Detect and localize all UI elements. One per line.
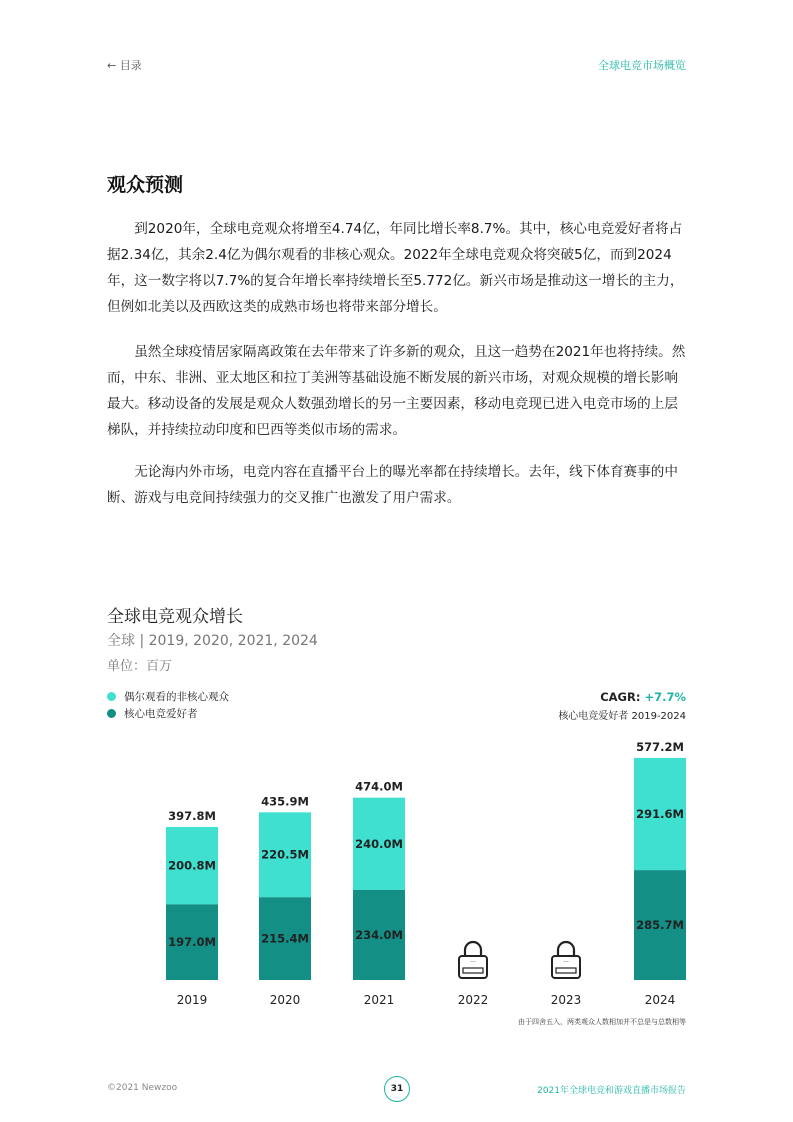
- svg-text:···: ···: [563, 959, 569, 966]
- paragraph-1: 到2020年，全球电竞观众将增至4.74亿，年同比增长率8.7%。其中，核心电竞爱好者将占据2.34亿，其余2.4亿为偶尔观看的非核心观众。2022年全球电竞观众将突破5亿，而到2024年，这一数字将以7.7%的复合年增长率持续增长至5.772亿。新兴市场是推动这一增长的主力，但例如北美以及西欧这类的成熟市场也将带来部分增长。: [107, 221, 684, 315]
- cagr-note: 核心电竞爱好者 2019-2024: [558, 711, 686, 722]
- legend-label-enthusiast: 核心电竞爱好者: [124, 708, 198, 720]
- lock-icon: [552, 942, 580, 978]
- back-arrow-icon: ←: [107, 59, 117, 72]
- total-label-2020: 435.9M: [261, 794, 309, 809]
- back-label: 目录: [119, 59, 142, 72]
- x-tick-label-2022: 2022: [457, 993, 489, 1007]
- value-label-casual-2020: 220.5M: [261, 847, 309, 862]
- x-tick-label-2024: 2024: [644, 993, 676, 1007]
- value-label-core-2024: 285.7M: [636, 918, 684, 933]
- total-label-2024: 577.2M: [636, 739, 684, 754]
- value-label-core-2021: 234.0M: [355, 927, 403, 942]
- x-tick-label-2021: 2021: [363, 993, 395, 1007]
- svg-text:···: ···: [470, 959, 476, 966]
- lock-icon: [459, 942, 487, 978]
- value-label-core-2019: 197.0M: [168, 935, 216, 950]
- total-label-2019: 397.8M: [168, 808, 216, 823]
- cagr-value: +7.7%: [644, 690, 686, 704]
- x-tick-label-2020: 2020: [269, 993, 301, 1007]
- page-number: 31: [384, 1076, 410, 1102]
- total-label-2021: 474.0M: [355, 779, 403, 794]
- x-tick-label-2019: 2019: [176, 993, 208, 1007]
- paragraph-2: 虽然全球疫情居家隔离政策在去年带来了许多新的观众，且这一趋势在2021年也将持续。然而，中东、非洲、亚太地区和拉丁美洲等基础设施不断发展的新兴市场，对观众规模的增长影响最大。移动设备的发展是观众人数强劲增长的另一主要因素，移动电竞现已进入电竞市场的上层梯队，并持续拉动印度和巴西等类似市场的需求。: [107, 344, 686, 438]
- chart-title: 全球电竞观众增长: [107, 607, 243, 627]
- legend-label-casual: 偶尔观看的非核心观众: [124, 691, 229, 703]
- section-label[interactable]: 全球电竞市场概览: [598, 59, 686, 72]
- chart-footnote: 由于四舍五入，两类观众人数相加并不总是与总数相等: [518, 1018, 686, 1026]
- value-label-core-2020: 215.4M: [261, 931, 309, 946]
- page-title: 观众预测: [107, 174, 184, 196]
- value-label-casual-2024: 291.6M: [636, 807, 684, 822]
- value-label-casual-2021: 240.0M: [355, 836, 403, 851]
- report-title: 2021年全球电竞和游戏直播市场报告: [537, 1086, 686, 1096]
- paragraph-3: 无论海内外市场，电竞内容在直播平台上的曝光率都在持续增长。去年，线下体育赛事的中断、游戏与电竞间持续强力的交叉推广也激发了用户需求。: [107, 464, 678, 506]
- value-label-casual-2019: 200.8M: [168, 858, 216, 873]
- chart-subtitle: 全球 | 2019, 2020, 2021, 2024: [107, 633, 318, 649]
- cagr-label: CAGR:: [600, 690, 645, 704]
- x-tick-label-2023: 2023: [550, 993, 582, 1007]
- chart-unit: 单位：百万: [107, 659, 173, 674]
- copyright: ©2021 Newzoo: [107, 1083, 178, 1093]
